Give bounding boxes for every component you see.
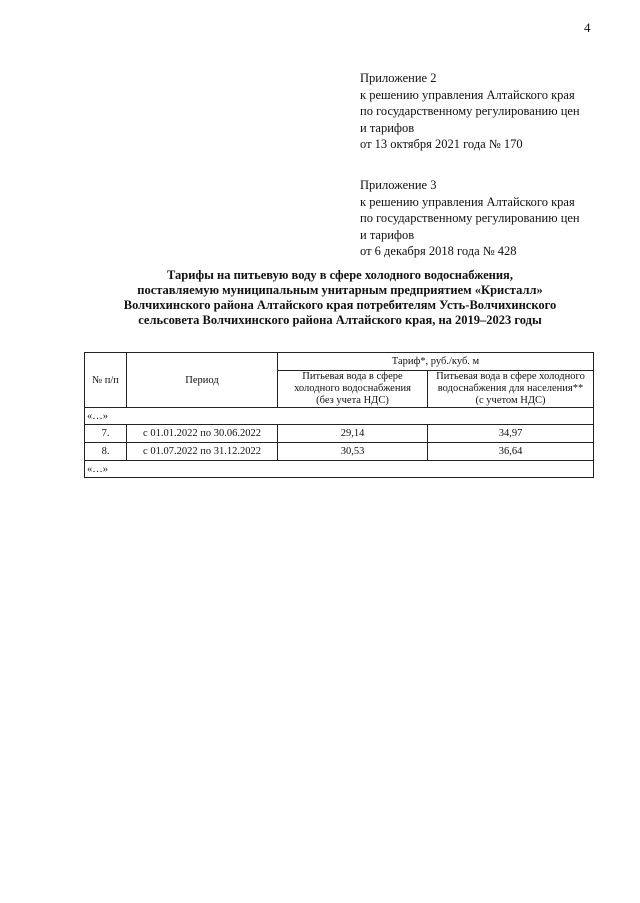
appendix-3-line: Приложение 3: [360, 178, 437, 192]
title-line: Тарифы на питьевую воду в сфере холодного водоснабжения,: [167, 268, 513, 282]
header-num: № п/п: [85, 353, 127, 408]
table-row: [85, 425, 594, 443]
appendix-2-block: [360, 70, 620, 153]
header-col-without-vat: [278, 371, 428, 408]
header-tariff: Тариф*, руб./куб. м: [278, 353, 594, 371]
header-col-with-vat-line: (с учетом НДС): [475, 395, 546, 406]
appendix-2-line: по государственному регулированию цен: [360, 104, 580, 118]
appendix-2-line: от 13 октября 2021 года № 170: [360, 137, 523, 151]
appendix-2-line: и тарифов: [360, 120, 415, 135]
appendix-2-line: Приложение 2: [360, 71, 437, 85]
appendix-3-block: [360, 177, 620, 260]
table-ellipsis-row: «…»: [85, 408, 594, 425]
header-col-with-vat-line: Питьевая вода в сфере холодного: [436, 371, 585, 382]
row-value-without-vat: 29,14: [278, 425, 428, 443]
appendix-3-line: от 6 декабря 2018 года № 428: [360, 244, 517, 258]
header-period: Период: [127, 353, 278, 408]
table-ellipsis-row: «…»: [85, 461, 594, 478]
row-value-without-vat: 30,53: [278, 443, 428, 461]
header-col-without-vat-line: Питьевая вода в сфере: [302, 371, 403, 382]
table-row: [85, 443, 594, 461]
header-col-without-vat-line: (без учета НДС): [316, 395, 389, 406]
header-col-with-vat-line: водоснабжения для населения**: [437, 383, 584, 394]
row-period: с 01.01.2022 по 30.06.2022: [127, 425, 278, 443]
title-line: поставляемую муниципальным унитарным предприятием «Кристалл»: [137, 283, 543, 297]
row-num: 8.: [85, 443, 127, 461]
row-value-with-vat: 36,64: [428, 443, 594, 461]
appendix-3-line: к решению управления Алтайского края: [360, 194, 575, 209]
appendix-3-line: и тарифов: [360, 227, 415, 242]
header-col-with-vat: [428, 371, 594, 408]
document-title: [60, 268, 620, 328]
tariffs-table: [84, 352, 594, 478]
row-value-with-vat: 34,97: [428, 425, 594, 443]
row-period: с 01.07.2022 по 31.12.2022: [127, 443, 278, 461]
title-line: сельсовета Волчихинского района Алтайского края, на 2019–2023 годы: [138, 313, 542, 327]
appendix-3-line: по государственному регулированию цен: [360, 211, 580, 225]
appendix-2-line: к решению управления Алтайского края: [360, 87, 575, 102]
row-num: 7.: [85, 425, 127, 443]
header-col-without-vat-line: холодного водоснабжения: [294, 383, 411, 394]
page-number: 4: [584, 20, 591, 35]
title-line: Волчихинского района Алтайского края потребителям Усть-Волчихинского: [123, 298, 557, 312]
